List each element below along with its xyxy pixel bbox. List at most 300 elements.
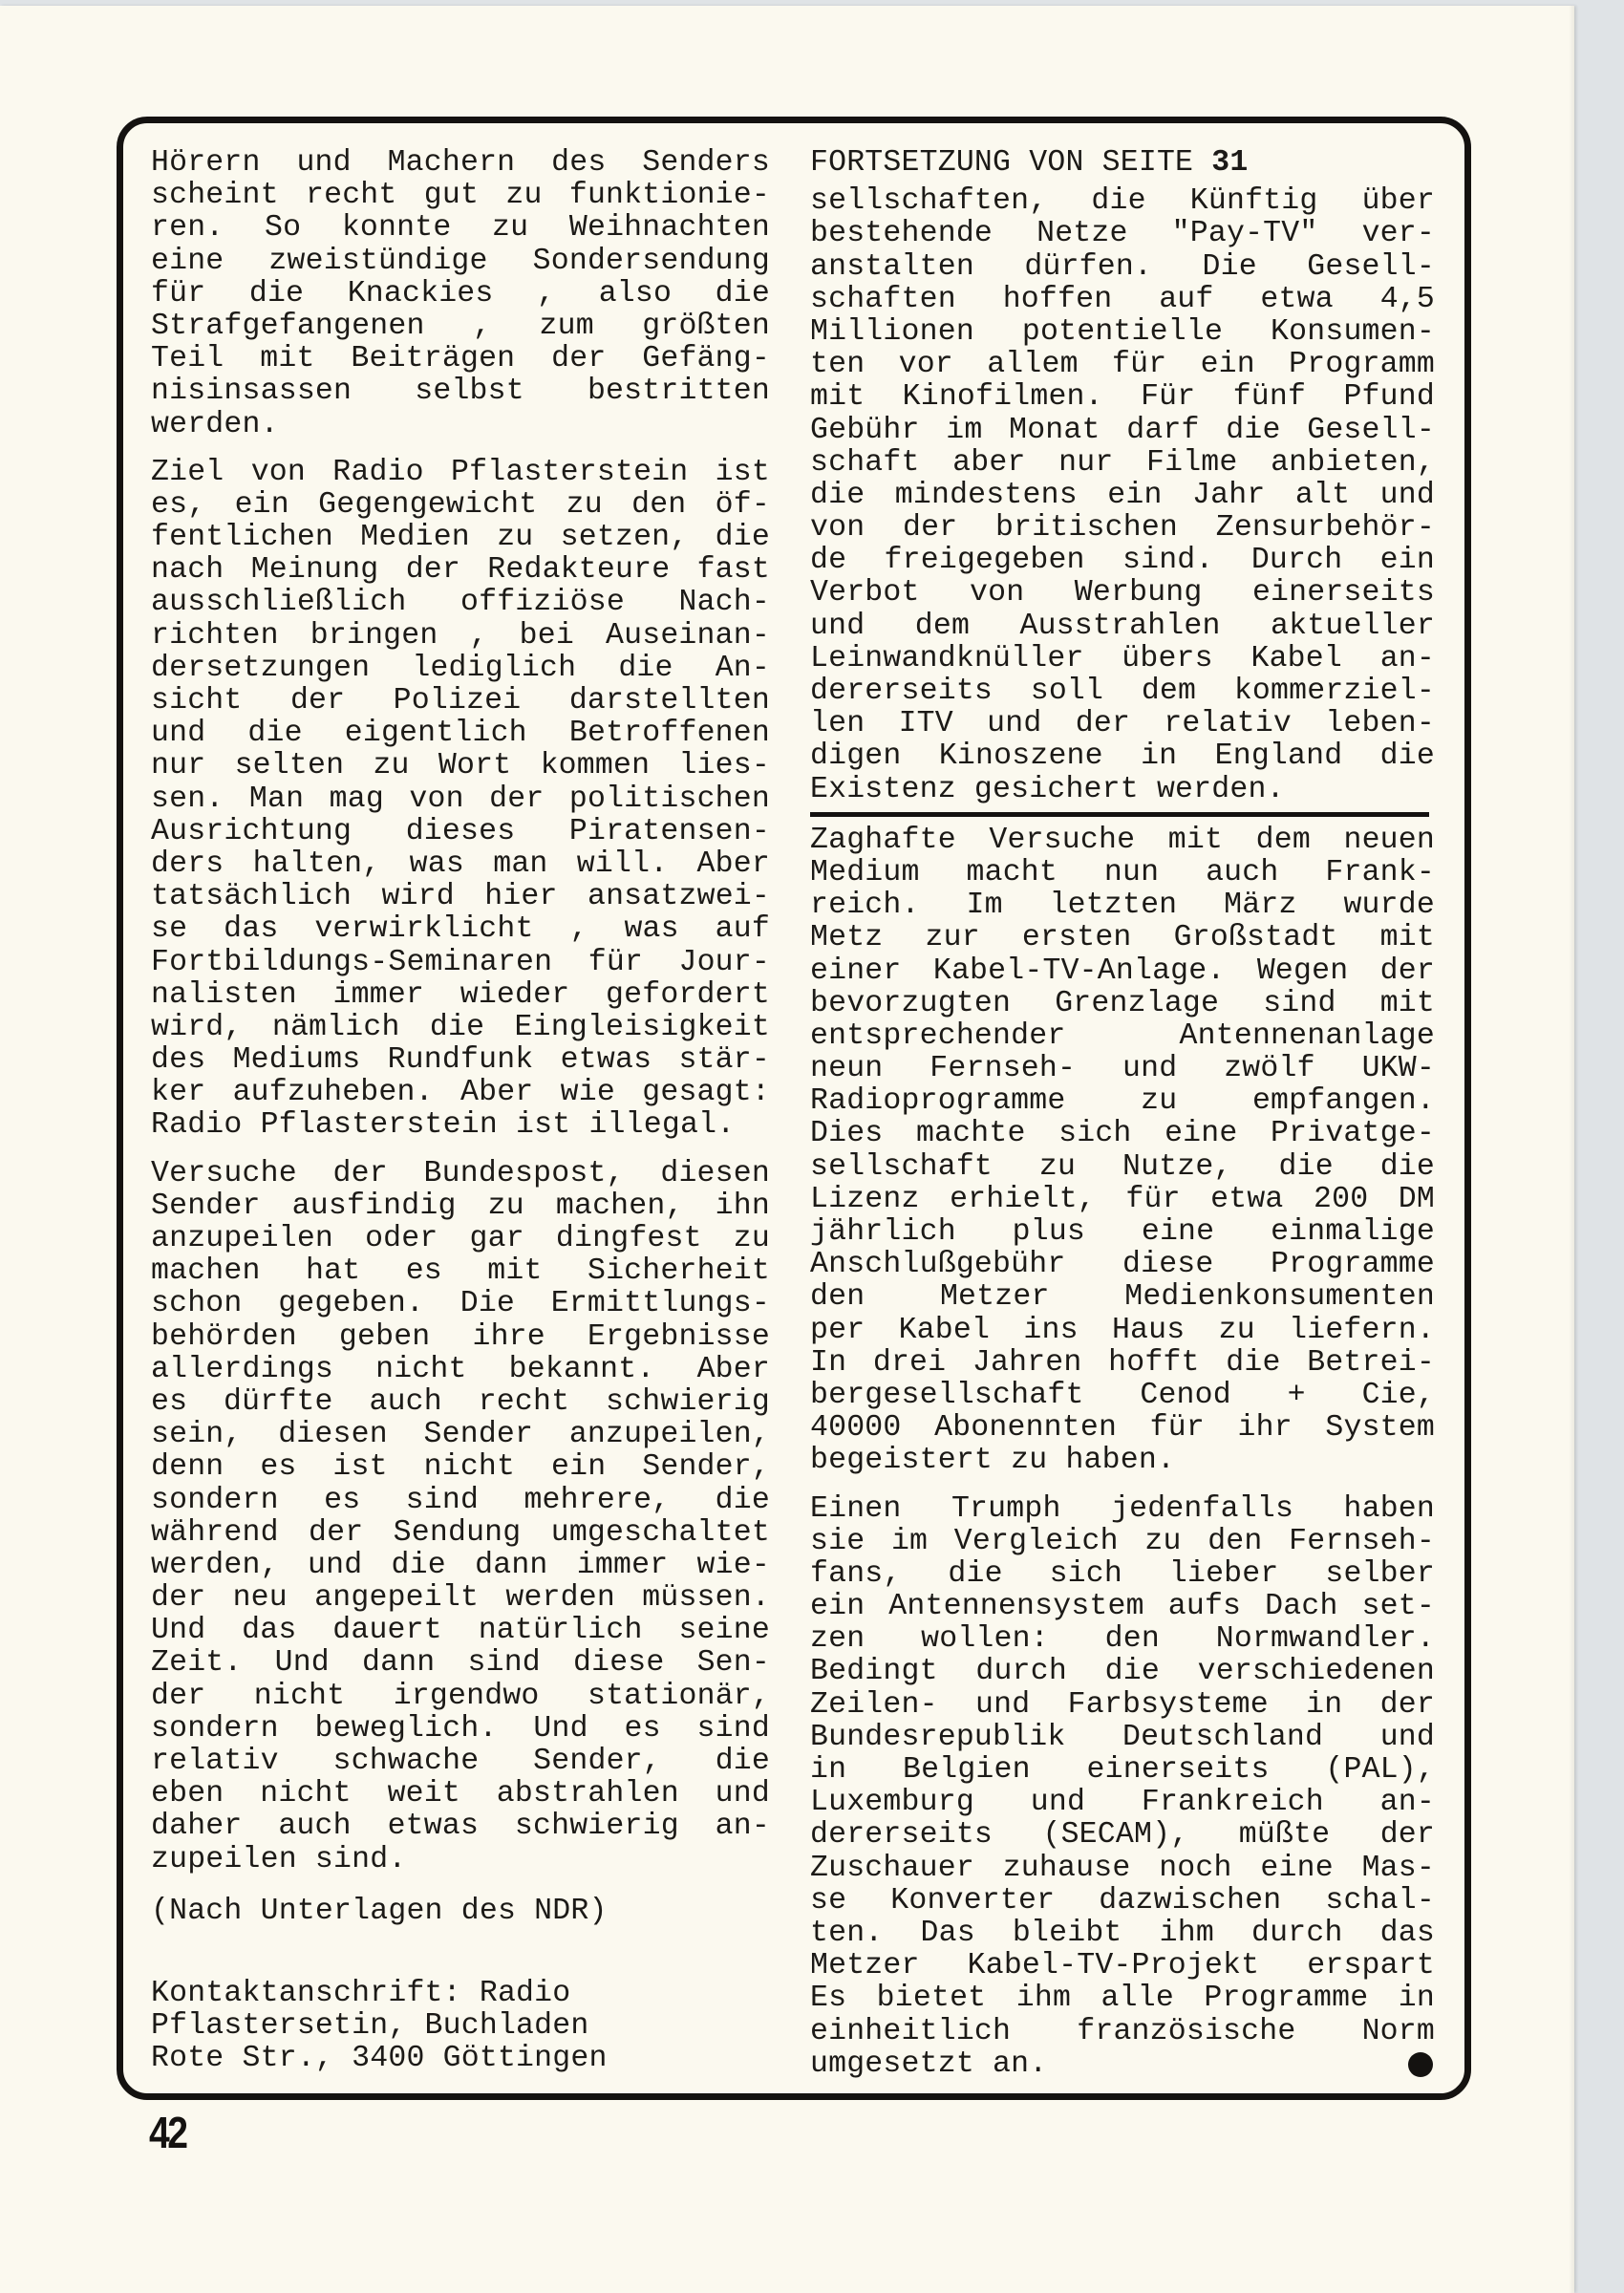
word: Antennensystem — [888, 1590, 1144, 1624]
right-column — [810, 147, 1435, 2096]
text-line — [810, 955, 1435, 988]
word: allem — [987, 348, 1079, 382]
word: sind — [405, 1483, 480, 1517]
word: richten — [151, 618, 279, 653]
word: übers — [1122, 641, 1213, 675]
word: Programm — [1289, 348, 1435, 382]
final-line-wrap — [810, 2048, 1435, 2081]
word: ein — [1107, 478, 1163, 512]
word: zu — [492, 211, 529, 246]
word: einer — [810, 954, 902, 988]
word: dann — [361, 1646, 436, 1681]
word: Die — [459, 1287, 516, 1321]
word: , — [469, 618, 488, 653]
text-line — [810, 1819, 1435, 1852]
word: wieder — [459, 977, 570, 1012]
word: Hörern — [151, 146, 261, 180]
word: In — [810, 1345, 847, 1380]
word: Teil — [151, 342, 224, 376]
word: sind — [1263, 986, 1336, 1020]
word: bestehende — [810, 217, 994, 251]
word: Farbsysteme — [1067, 1687, 1269, 1722]
word: Gebühr — [810, 413, 920, 447]
word: bleibt — [1012, 1916, 1122, 1950]
word: angepeilt — [314, 1581, 480, 1616]
word: Radioprogramme — [810, 1084, 1066, 1119]
word: vor — [898, 348, 953, 382]
word: zum — [539, 309, 594, 343]
word: an- — [715, 1810, 770, 1844]
continuation-heading — [810, 147, 1435, 180]
text-line — [810, 251, 1435, 284]
word: ein — [1200, 348, 1255, 382]
word: ihre — [472, 1319, 545, 1354]
word: Versuche — [151, 1156, 297, 1190]
text-line — [810, 1281, 1435, 1314]
word: Kabel — [898, 1313, 991, 1347]
text-line — [151, 587, 770, 619]
word: Einen — [810, 1491, 902, 1526]
text-line — [151, 1386, 770, 1419]
word: fast — [696, 553, 770, 588]
word: leben- — [1325, 707, 1435, 741]
word: se — [810, 1883, 847, 1918]
text-line — [810, 1347, 1435, 1380]
word: Versuche — [989, 823, 1136, 857]
text-line — [151, 1077, 770, 1109]
word: noch — [1159, 1851, 1232, 1885]
word: diese — [572, 1646, 665, 1681]
word: schon — [151, 1287, 243, 1321]
word: Durch — [1250, 544, 1343, 578]
word: relativ — [1164, 707, 1293, 741]
text-line — [810, 415, 1435, 447]
text-line — [810, 1787, 1435, 1819]
word: eine — [1141, 1215, 1215, 1249]
word: daher — [151, 1810, 243, 1844]
word: Sender, — [642, 1450, 770, 1485]
word: Eingleisigkeit — [514, 1010, 770, 1044]
text-line — [151, 750, 770, 782]
text-line — [810, 857, 1435, 889]
word: recht — [306, 179, 397, 213]
word: 40000 — [810, 1411, 902, 1446]
word: sein, — [151, 1418, 243, 1452]
word: und — [296, 146, 352, 180]
text-line — [151, 1582, 770, 1615]
text-line — [810, 512, 1435, 545]
word: Aber — [459, 1076, 534, 1110]
word: aufs — [1167, 1590, 1242, 1624]
word: Weihnachten — [568, 211, 770, 246]
word: kommerziel- — [1233, 675, 1435, 708]
text-line — [151, 1419, 770, 1451]
paragraph — [810, 825, 1435, 1478]
word: Konsumen- — [1271, 314, 1435, 349]
word: sondern — [151, 1483, 279, 1517]
text-line — [810, 284, 1435, 316]
text-line — [151, 246, 770, 278]
word: dem — [914, 609, 971, 643]
word: Medien — [360, 521, 470, 555]
word: etwa — [1260, 282, 1334, 316]
word: liefern. — [1289, 1313, 1435, 1347]
word: Anschlußgebühr — [810, 1248, 1066, 1282]
text-line — [810, 545, 1435, 577]
word: beweglich. — [314, 1711, 498, 1746]
word: etwas — [387, 1810, 480, 1844]
word: len — [810, 707, 865, 741]
word: Frankreich — [1141, 1786, 1324, 1820]
word: Auseinan- — [606, 618, 770, 653]
text-line — [810, 1950, 1435, 1982]
word: Rundfunk — [387, 1043, 534, 1078]
word: werden, — [151, 1548, 279, 1582]
word: politischen — [568, 782, 770, 816]
text-line — [151, 1012, 770, 1044]
word: se — [151, 912, 188, 947]
text-line — [151, 554, 770, 587]
word: es — [624, 1711, 661, 1746]
text-line — [151, 1778, 770, 1811]
word: Lizenz — [810, 1182, 920, 1216]
word: aufzuheben. — [232, 1076, 434, 1110]
word: die — [715, 1745, 770, 1778]
word: Frank- — [1325, 855, 1435, 889]
text-line — [151, 180, 770, 212]
text-line — [151, 343, 770, 375]
word: Abonennten — [934, 1411, 1118, 1446]
word: dem — [1255, 823, 1311, 857]
word: Die — [1202, 249, 1257, 284]
word: ist — [715, 455, 770, 489]
word: lies- — [678, 749, 770, 783]
word: Fernseh- — [930, 1052, 1077, 1086]
word: ein — [234, 487, 289, 522]
word: Zaghafte — [810, 823, 956, 857]
word: machte — [915, 1117, 1026, 1151]
word: während — [151, 1515, 279, 1550]
word: (PAL), — [1325, 1753, 1435, 1787]
text-line — [810, 381, 1435, 414]
word: Ergebnisse — [587, 1319, 770, 1354]
word: ders — [151, 846, 224, 881]
text-line — [810, 675, 1435, 708]
word: dingfest — [555, 1222, 702, 1255]
text-line — [151, 1647, 770, 1680]
word: ein — [1379, 544, 1435, 578]
text-line — [151, 1288, 770, 1320]
word: und — [987, 707, 1042, 741]
word: für — [1111, 348, 1167, 382]
word: des — [551, 146, 607, 180]
word: Künftig — [1189, 184, 1318, 219]
word: für — [1149, 1411, 1205, 1446]
word: Strafgefangenen — [151, 309, 425, 343]
text-line — [151, 848, 770, 881]
word: Antennenanlage — [1179, 1018, 1435, 1053]
word: scheint — [151, 179, 279, 213]
text-line — [151, 1451, 770, 1484]
word: mindestens — [894, 478, 1078, 512]
word: geben — [338, 1319, 431, 1354]
word: immer — [576, 1548, 669, 1582]
word: Metzer — [810, 1949, 920, 1983]
text-line — [151, 881, 770, 913]
word: Radio — [332, 455, 424, 489]
text-line — [810, 218, 1435, 250]
word: Betroffenen — [568, 717, 770, 751]
word: die — [618, 651, 673, 685]
word: offiziöse — [460, 586, 625, 620]
word: An- — [715, 651, 770, 685]
contact-line: Pflastersetin, Buchladen — [151, 2009, 589, 2044]
text-line — [151, 1746, 770, 1778]
word: Bedingt — [810, 1655, 938, 1689]
word: die — [810, 478, 865, 512]
word: es — [405, 1254, 442, 1289]
word: Aber — [696, 1352, 770, 1386]
word: und — [1379, 478, 1435, 512]
word: Ausstrahlen — [1019, 609, 1221, 643]
word: die — [429, 1010, 485, 1044]
word: Mediums — [232, 1043, 361, 1078]
text-line — [810, 1085, 1435, 1118]
text-line — [151, 1044, 770, 1077]
word: Fernseh- — [1289, 1524, 1435, 1558]
word: sich — [1049, 1556, 1122, 1591]
word: sich — [1058, 1117, 1132, 1151]
word: Haus — [1111, 1313, 1186, 1347]
word: Polizei — [393, 684, 522, 718]
word: bietet — [876, 1982, 987, 2016]
text-line — [810, 1722, 1435, 1754]
word: Redakteure — [487, 553, 671, 588]
word: Bundespost, — [423, 1156, 625, 1190]
word: nun — [1103, 855, 1160, 889]
text-line — [151, 278, 770, 311]
word: und — [1122, 1052, 1178, 1086]
contact-address — [151, 1978, 770, 2076]
word: sie — [810, 1524, 865, 1558]
word: Dies — [810, 1117, 884, 1151]
text-line — [810, 708, 1435, 740]
word: ver- — [1361, 217, 1435, 251]
word: machen — [151, 1254, 261, 1289]
word: einerseits — [1251, 576, 1435, 611]
word: Ausrichtung — [151, 814, 353, 848]
text-line — [151, 1681, 770, 1713]
text-line — [810, 1918, 1435, 1950]
word: und — [1379, 1720, 1435, 1754]
word: zu — [497, 521, 534, 555]
word: in — [1398, 1982, 1435, 2016]
word: das — [224, 912, 279, 947]
word: es — [324, 1483, 361, 1517]
text-line — [151, 1354, 770, 1386]
word: etwa — [1210, 1182, 1284, 1216]
word: gut — [423, 179, 480, 213]
word: der — [489, 782, 545, 816]
word: 4,5 — [1379, 282, 1435, 316]
word: Filme — [1146, 445, 1238, 480]
word: Luxemburg — [810, 1786, 974, 1820]
word: Trumph — [951, 1491, 1061, 1526]
paragraph — [810, 1493, 1435, 2081]
word: ihn — [715, 1189, 770, 1223]
word: neu — [232, 1581, 288, 1616]
text-line — [810, 185, 1435, 218]
word: schaften — [810, 282, 956, 316]
word: für — [151, 276, 206, 311]
word: zu — [733, 1222, 770, 1255]
text-line — [151, 457, 770, 489]
word: setzen, — [560, 521, 689, 555]
word: öf- — [715, 487, 770, 522]
word: und — [151, 717, 206, 751]
word: der — [151, 1679, 206, 1713]
word: zu — [1141, 1084, 1178, 1119]
text-line: werden. — [151, 407, 279, 441]
word: entsprechender — [810, 1018, 1066, 1053]
word: gesagt: — [642, 1076, 770, 1110]
text-line — [151, 1255, 770, 1288]
word: und — [307, 1548, 363, 1582]
word: müßte — [1238, 1818, 1331, 1853]
word: eine — [1165, 1117, 1238, 1151]
word: den — [810, 1280, 865, 1315]
word: die — [715, 1483, 770, 1517]
word: ein — [810, 1590, 865, 1624]
word: , — [537, 276, 556, 311]
text-line — [810, 1020, 1435, 1053]
left-column-paragraphs — [151, 147, 770, 1876]
word: nalisten — [151, 977, 297, 1012]
word: die — [948, 1556, 1003, 1591]
word: dererseits — [810, 675, 994, 708]
word: Wegen — [1256, 954, 1349, 988]
word: Man — [248, 782, 305, 816]
word: Piratensen- — [568, 814, 770, 848]
word: anstalten — [810, 249, 974, 284]
paragraph — [810, 185, 1435, 806]
word: hoffen — [1002, 282, 1113, 316]
word: etwas — [560, 1043, 652, 1078]
word: Medienkonsumenten — [1124, 1280, 1435, 1315]
word: konnte — [341, 211, 452, 246]
word: Senders — [642, 146, 770, 180]
word: britischen — [995, 511, 1179, 546]
word: die — [1104, 1655, 1160, 1689]
text-line — [151, 653, 770, 685]
word: Kinofilmen. — [902, 380, 1103, 415]
word: dersetzungen — [151, 651, 371, 685]
word: dieses — [405, 814, 516, 848]
word: mit — [1167, 823, 1224, 857]
word: Knackies — [347, 276, 494, 311]
word: immer — [332, 977, 425, 1012]
word: de — [810, 544, 847, 578]
word: + — [1287, 1378, 1306, 1412]
word: die — [1226, 1345, 1281, 1380]
text-line — [810, 1216, 1435, 1249]
word: zen — [810, 1622, 865, 1657]
word: Metzer — [939, 1280, 1050, 1315]
word: sicht — [151, 684, 243, 718]
word: gegeben. — [278, 1287, 425, 1321]
word: ten — [810, 348, 865, 382]
contact-line: Rote Str., 3400 Göttingen — [151, 2042, 608, 2076]
word: Sicherheit — [587, 1254, 770, 1289]
word: März — [1224, 889, 1297, 923]
word: potentielle — [1021, 314, 1224, 349]
word: Norm — [1361, 2014, 1435, 2048]
word: System — [1325, 1411, 1435, 1446]
text-line — [151, 783, 770, 816]
word: , — [472, 309, 492, 343]
word: der — [332, 1156, 388, 1190]
word: halten, — [252, 846, 381, 881]
word: seine — [678, 1614, 770, 1648]
word: zu — [487, 1189, 524, 1223]
word: von — [970, 576, 1025, 611]
word: Nach- — [678, 586, 770, 620]
word: in — [1141, 739, 1178, 774]
page-number: 42 — [149, 2108, 186, 2157]
text-line — [810, 825, 1435, 857]
text-line — [151, 685, 770, 718]
word: wollen: — [921, 1622, 1049, 1657]
text-line — [810, 1315, 1435, 1347]
text-line — [151, 1485, 770, 1517]
word: reich. — [810, 889, 920, 923]
text-line — [151, 1158, 770, 1190]
word: also — [598, 276, 673, 311]
word: hofft — [1108, 1345, 1200, 1380]
text-line — [810, 480, 1435, 512]
word: die — [247, 717, 303, 751]
word: Sender, — [533, 1745, 661, 1778]
word: von — [250, 455, 306, 489]
word: bevorzugten — [810, 986, 1012, 1020]
word: selbst — [415, 375, 524, 409]
word: der — [903, 511, 958, 546]
word: französische — [1077, 2014, 1296, 2048]
word: freigegeben — [884, 544, 1085, 578]
word: ansatzwei- — [587, 880, 770, 914]
word: der — [151, 1581, 206, 1616]
word: dererseits — [810, 1818, 994, 1853]
word: es, — [151, 487, 206, 522]
text-line: umgesetzt an. — [810, 2047, 1048, 2081]
word: der — [1379, 1687, 1435, 1722]
word: zu — [566, 487, 603, 522]
word: verwirklicht — [314, 912, 534, 947]
word: in — [1306, 1687, 1343, 1722]
paragraph — [151, 147, 770, 441]
word: Kabel-TV-Anlage. — [932, 954, 1226, 988]
word: allerdings — [151, 1352, 334, 1386]
text-line — [151, 311, 770, 343]
word: Jahren — [972, 1345, 1082, 1380]
word: müssen. — [642, 1581, 770, 1616]
word: England — [1214, 739, 1343, 774]
word: Nutze, — [1122, 1149, 1232, 1184]
word: kommen — [540, 749, 651, 783]
word: die — [1379, 1149, 1435, 1184]
word: 200 — [1314, 1182, 1369, 1216]
word: schal- — [1325, 1883, 1435, 1918]
